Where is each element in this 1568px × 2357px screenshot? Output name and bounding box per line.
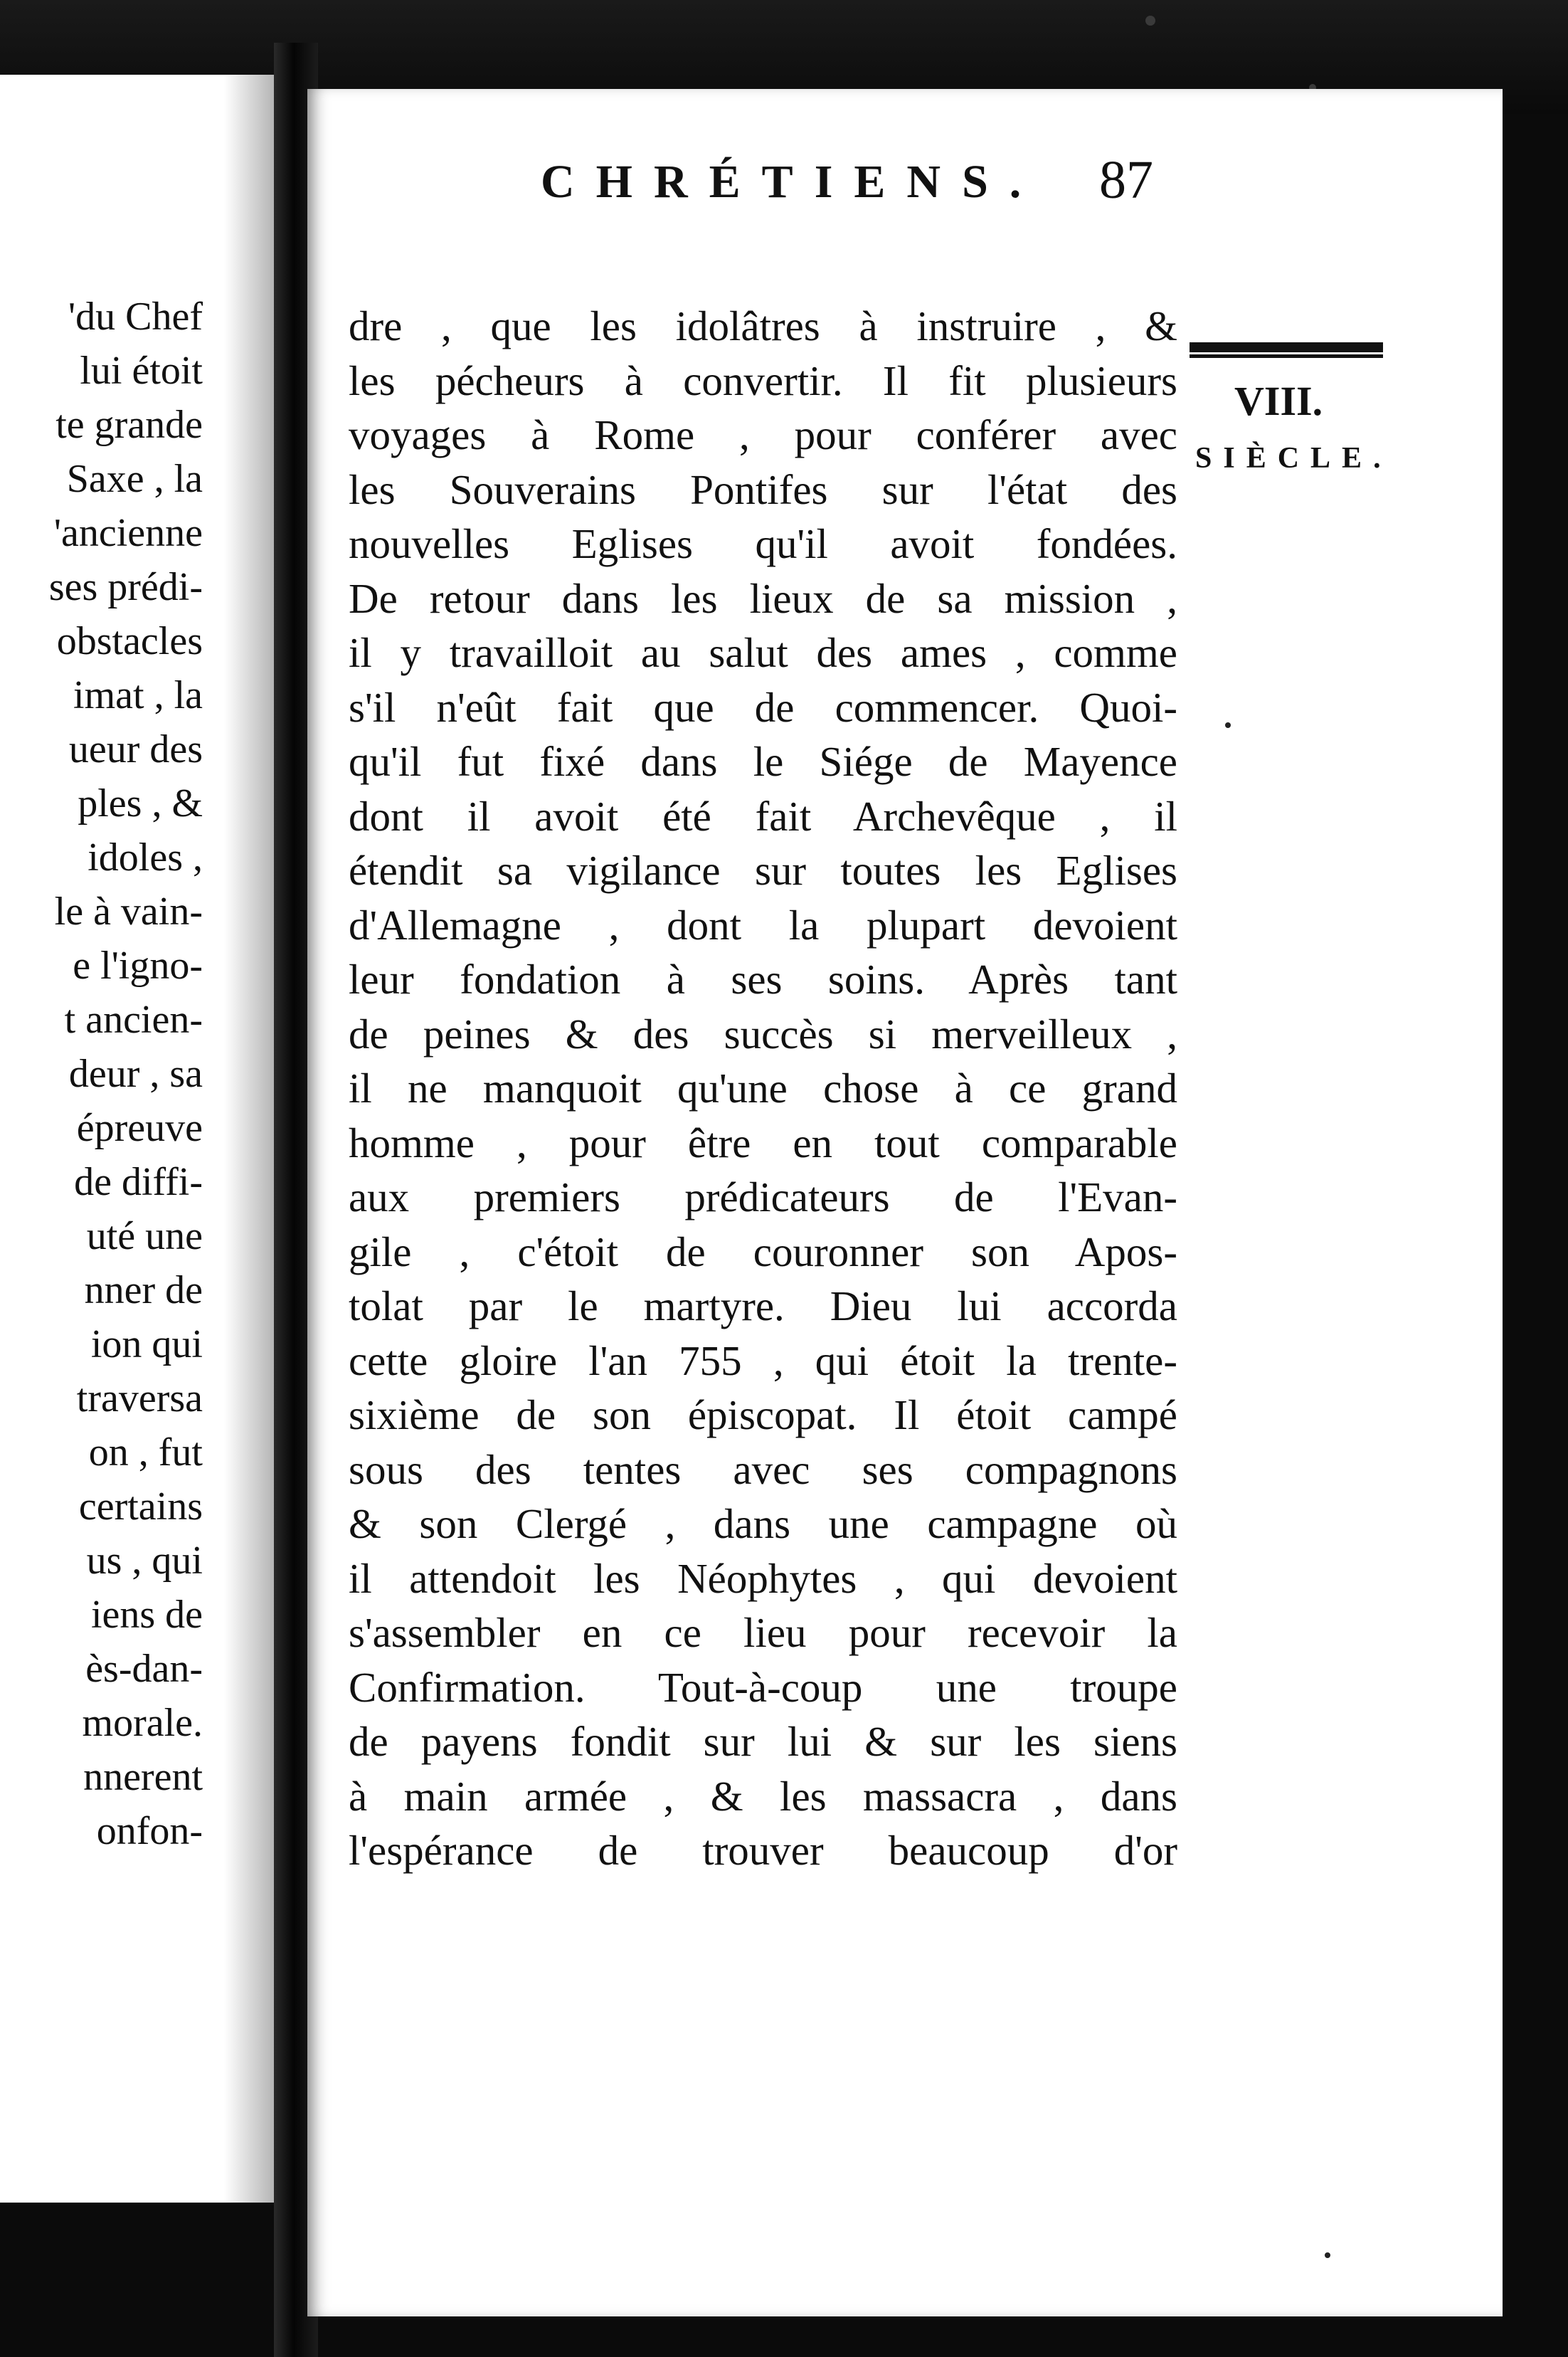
text-line: voyages à Rome , pour conférer avec — [349, 411, 1177, 458]
left-text-line: ples , & — [78, 781, 203, 826]
text-line: dre , que les idolâtres à instruire , & — [349, 302, 1177, 349]
text-line: leur fondation à ses soins. Après tant — [349, 956, 1177, 1003]
text-line: il attendoit les Néophytes , qui devoient — [349, 1554, 1177, 1602]
left-text-line: de diffi- — [74, 1160, 203, 1204]
text-line: tolat par le martyre. Dieu lui accorda — [349, 1282, 1177, 1329]
text-line: sixième de son épiscopat. Il étoit campé — [349, 1391, 1177, 1438]
text-line: s'il n'eût fait que de commencer. Quoi- — [349, 683, 1177, 731]
left-text-line: épreuve — [76, 1106, 203, 1150]
left-text-line: ueur des — [68, 727, 203, 771]
margin-note-siecle: SIÈCLE. — [1195, 442, 1392, 475]
text-line: à main armée , & les massacra , dans — [349, 1772, 1177, 1820]
text-line: cette gloire l'an 755 , qui étoit la trente- — [349, 1336, 1177, 1384]
left-text-line: ion qui — [90, 1322, 203, 1366]
text-line: l'espérance de trouver beaucoup d'or — [349, 1827, 1177, 1874]
text-line: Confirmation. Tout-à-coup une troupe — [349, 1663, 1177, 1711]
left-text-line: deur , sa — [68, 1052, 203, 1096]
page-curve-shadow — [224, 75, 274, 2203]
text-line: les Souverains Pontifes sur l'état des — [349, 465, 1177, 513]
left-text-line: t ancien- — [64, 998, 203, 1042]
left-text-line: onfon- — [96, 1809, 203, 1853]
text-line: dont il avoit été fait Archevêque , il — [349, 792, 1177, 840]
text-line: il ne manquoit qu'une chose à ce grand — [349, 1065, 1177, 1112]
page-number: 87 — [1099, 150, 1153, 210]
left-text-line: idoles , — [88, 835, 203, 880]
left-text-line: us , qui — [86, 1539, 203, 1583]
left-text-line: Saxe , la — [66, 457, 203, 501]
text-line: sous des tentes avec ses compagnons — [349, 1445, 1177, 1493]
left-text-line: certains — [78, 1485, 203, 1529]
text-line: étendit sa vigilance sur toutes les Eglises — [349, 847, 1177, 894]
left-page-text — [0, 290, 203, 1858]
text-line: de payens fondit sur lui & sur les siens — [349, 1718, 1177, 1765]
left-text-line: traversa — [76, 1376, 203, 1420]
left-text-line: ses prédi- — [48, 565, 203, 609]
left-text-line: ès-dan- — [85, 1647, 203, 1691]
text-line: gile , c'étoit de couronner son Apos- — [349, 1228, 1177, 1275]
text-line: aux premiers prédicateurs de l'Evan- — [349, 1174, 1177, 1220]
text-line: s'assembler en ce lieu pour recevoir la — [349, 1609, 1177, 1656]
text-line: homme , pour être en tout comparable — [349, 1119, 1177, 1166]
left-text-line: imat , la — [73, 673, 203, 717]
left-text-line: iens de — [90, 1593, 203, 1637]
left-text-line: e l'igno- — [73, 944, 203, 988]
left-text-line: 'du Chef — [68, 295, 203, 339]
background-speck — [1145, 16, 1155, 26]
stray-mark — [1225, 722, 1231, 728]
text-line: de peines & des succès si merveilleux , — [349, 1010, 1177, 1058]
running-head: CHRÉTIENS. — [541, 156, 1043, 208]
text-line: qu'il fut fixé dans le Siége de Mayence — [349, 738, 1177, 785]
text-line: il y travailloit au salut des ames , comme — [349, 629, 1177, 676]
left-text-line: nner de — [84, 1268, 203, 1312]
text-line: nouvelles Eglises qu'il avoit fondées. — [349, 520, 1177, 567]
text-line: De retour dans les lieux de sa mission , — [349, 574, 1177, 622]
text-line: d'Allemagne , dont la plupart devoient — [349, 901, 1177, 949]
left-text-line: morale. — [82, 1701, 203, 1745]
margin-rule — [1190, 342, 1383, 358]
left-text-line: on , fut — [88, 1430, 203, 1475]
left-text-line: nnerent — [83, 1755, 203, 1799]
left-text-line: le à vain- — [54, 890, 203, 934]
stray-mark — [1325, 2252, 1330, 2258]
left-text-line: lui étoit — [80, 349, 203, 393]
left-text-line: uté une — [86, 1214, 203, 1258]
left-page — [0, 75, 274, 2203]
left-text-line: obstacles — [56, 619, 203, 663]
body-text — [349, 299, 1177, 1878]
text-line: les pécheurs à convertir. Il fit plusieurs — [349, 357, 1177, 404]
left-text-line: te grande — [55, 403, 203, 447]
left-text-line: 'ancienne — [53, 511, 203, 555]
text-line: & son Clergé , dans une campagne où — [349, 1500, 1177, 1547]
margin-note-century: VIII. — [1234, 378, 1323, 424]
